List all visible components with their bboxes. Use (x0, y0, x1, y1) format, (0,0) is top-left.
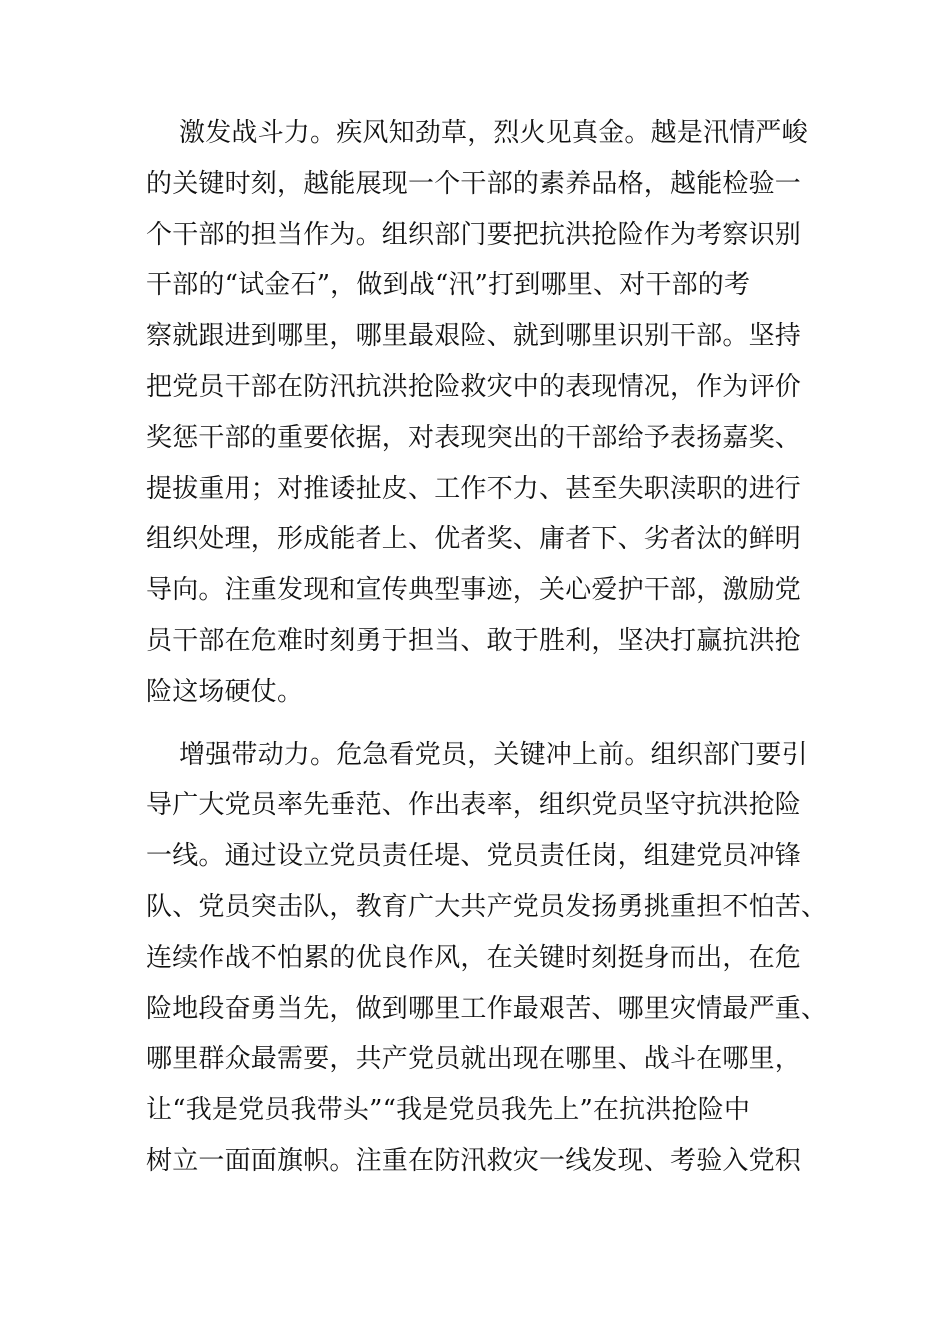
paragraph-line: 树立一面面旗帜。注重在防汛救灾一线发现、考验入党积 (146, 1145, 802, 1176)
paragraph-line: 激发战斗力。疾风知劲草，烈火见真金。越是汛情严峻 (179, 118, 808, 148)
paragraph-line: 组织处理，形成能者上、优者奖、庸者下、劣者汰的鲜明 (146, 524, 802, 555)
paragraph-line: 队、党员突击队，教育广大共产党员发扬勇挑重担不怕苦、 (146, 891, 828, 922)
paragraph-line: 员干部在危难时刻勇于担当、敢于胜利，坚决打赢抗洪抢 (146, 625, 802, 656)
paragraph-spacer (146, 718, 806, 730)
paragraph-line: 一线。通过设立党员责任堤、党员责任岗，组建党员冲锋 (146, 841, 802, 872)
paragraph-line: 让“我是党员我带头”“我是党员我先上”在抗洪抢险中 (146, 1095, 751, 1126)
paragraph-driving-force (146, 730, 828, 1187)
paragraph-line: 奖惩干部的重要依据，对表现突出的干部给予表扬嘉奖、 (146, 422, 802, 453)
paragraph-line: 提拔重用；对推诿扯皮、工作不力、甚至失职渎职的进行 (146, 473, 802, 504)
paragraph-line: 连续作战不怕累的优良作风，在关键时刻挺身而出，在危 (146, 942, 802, 973)
paragraph-line: 导向。注重发现和宣传典型事迹，关心爱护干部，激励党 (146, 575, 802, 606)
paragraph-line: 导广大党员率先垂范、作出表率，组织党员坚守抗洪抢险 (146, 790, 802, 821)
paragraph-line: 哪里群众最需要，共产党员就出现在哪里、战斗在哪里， (146, 1044, 802, 1075)
paragraph-line: 把党员干部在防汛抗洪抢险救灾中的表现情况，作为评价 (146, 371, 802, 402)
paragraph-line: 险这场硬仗。 (146, 676, 304, 707)
paragraph-line: 干部的“试金石”，做到战“汛”打到哪里、对干部的考 (146, 270, 751, 301)
paragraph-line: 察就跟进到哪里，哪里最艰险、就到哪里识别干部。坚持 (146, 321, 802, 352)
paragraph-line: 险地段奋勇当先，做到哪里工作最艰苦、哪里灾情最严重、 (146, 993, 828, 1024)
paragraph-line: 的关键时刻，越能展现一个干部的素养品格，越能检验一 (146, 168, 802, 199)
paragraph-line: 增强带动力。危急看党员，关键冲上前。组织部门要引 (179, 739, 808, 770)
paragraph-combat-power (146, 108, 806, 718)
paragraph-line: 个干部的担当作为。组织部门要把抗洪抢险作为考察识别 (146, 219, 802, 250)
document-body (146, 108, 828, 1187)
